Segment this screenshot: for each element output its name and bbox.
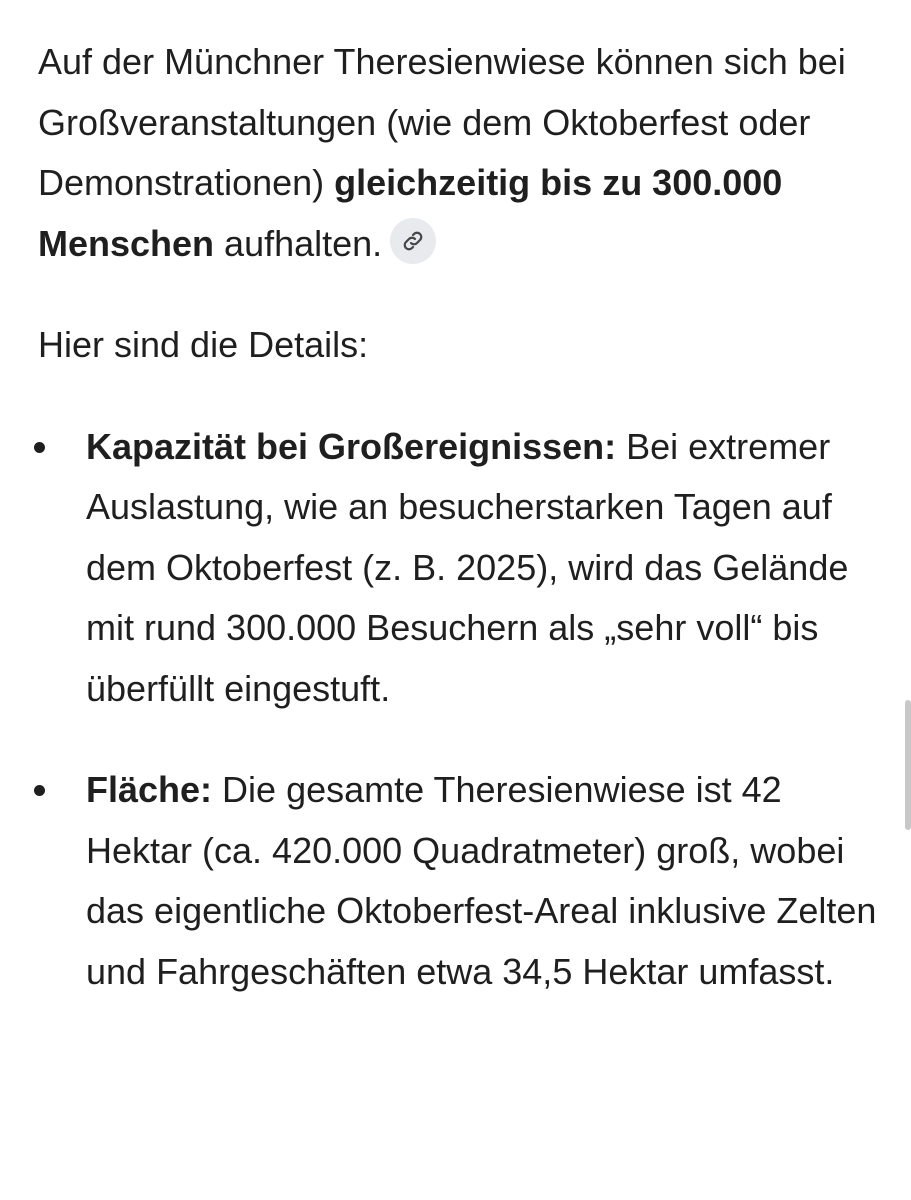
link-icon (401, 229, 425, 253)
intro-text-after: aufhalten. (214, 222, 383, 264)
list-item-label: Kapazität bei Großereignissen: (86, 425, 617, 467)
list-item-capacity (38, 417, 878, 720)
source-link-button[interactable] (390, 218, 436, 264)
list-item-area (38, 760, 878, 1002)
list-item-text: Die gesamte Theresienwiese ist 42 Hektar (ca. 420.000 Quadratmeter) groß, wobei das eigentliche Oktoberfest-Areal inklusive Zelten und Fahrgeschäften etwa 34,5 Hektar umfasst. (86, 769, 877, 992)
intro-paragraph (38, 32, 878, 274)
details-list (38, 417, 878, 1003)
intro-highlight: gleichzeitig bis zu 300.000 Menschen (38, 162, 783, 264)
response-content (38, 32, 878, 1043)
intro-text-before: Auf der Münchner Theresienwiese können sich bei Großveranstaltungen (wie dem Oktoberfest oder Demonstrationen) (38, 41, 846, 203)
list-item-text: Bei extremer Auslastung, wie an besucherstarken Tagen auf dem Oktoberfest (z. B. 2025), wird das Gelände mit rund 300.000 Besuchern als „sehr voll“ bis überfüllt eingestuft. (86, 425, 849, 709)
details-heading: Hier sind die Details: (38, 324, 369, 365)
bullet-icon (34, 442, 45, 453)
list-item-label: Fläche: (86, 769, 213, 810)
scrollbar[interactable] (905, 700, 911, 830)
bullet-icon (34, 785, 45, 796)
